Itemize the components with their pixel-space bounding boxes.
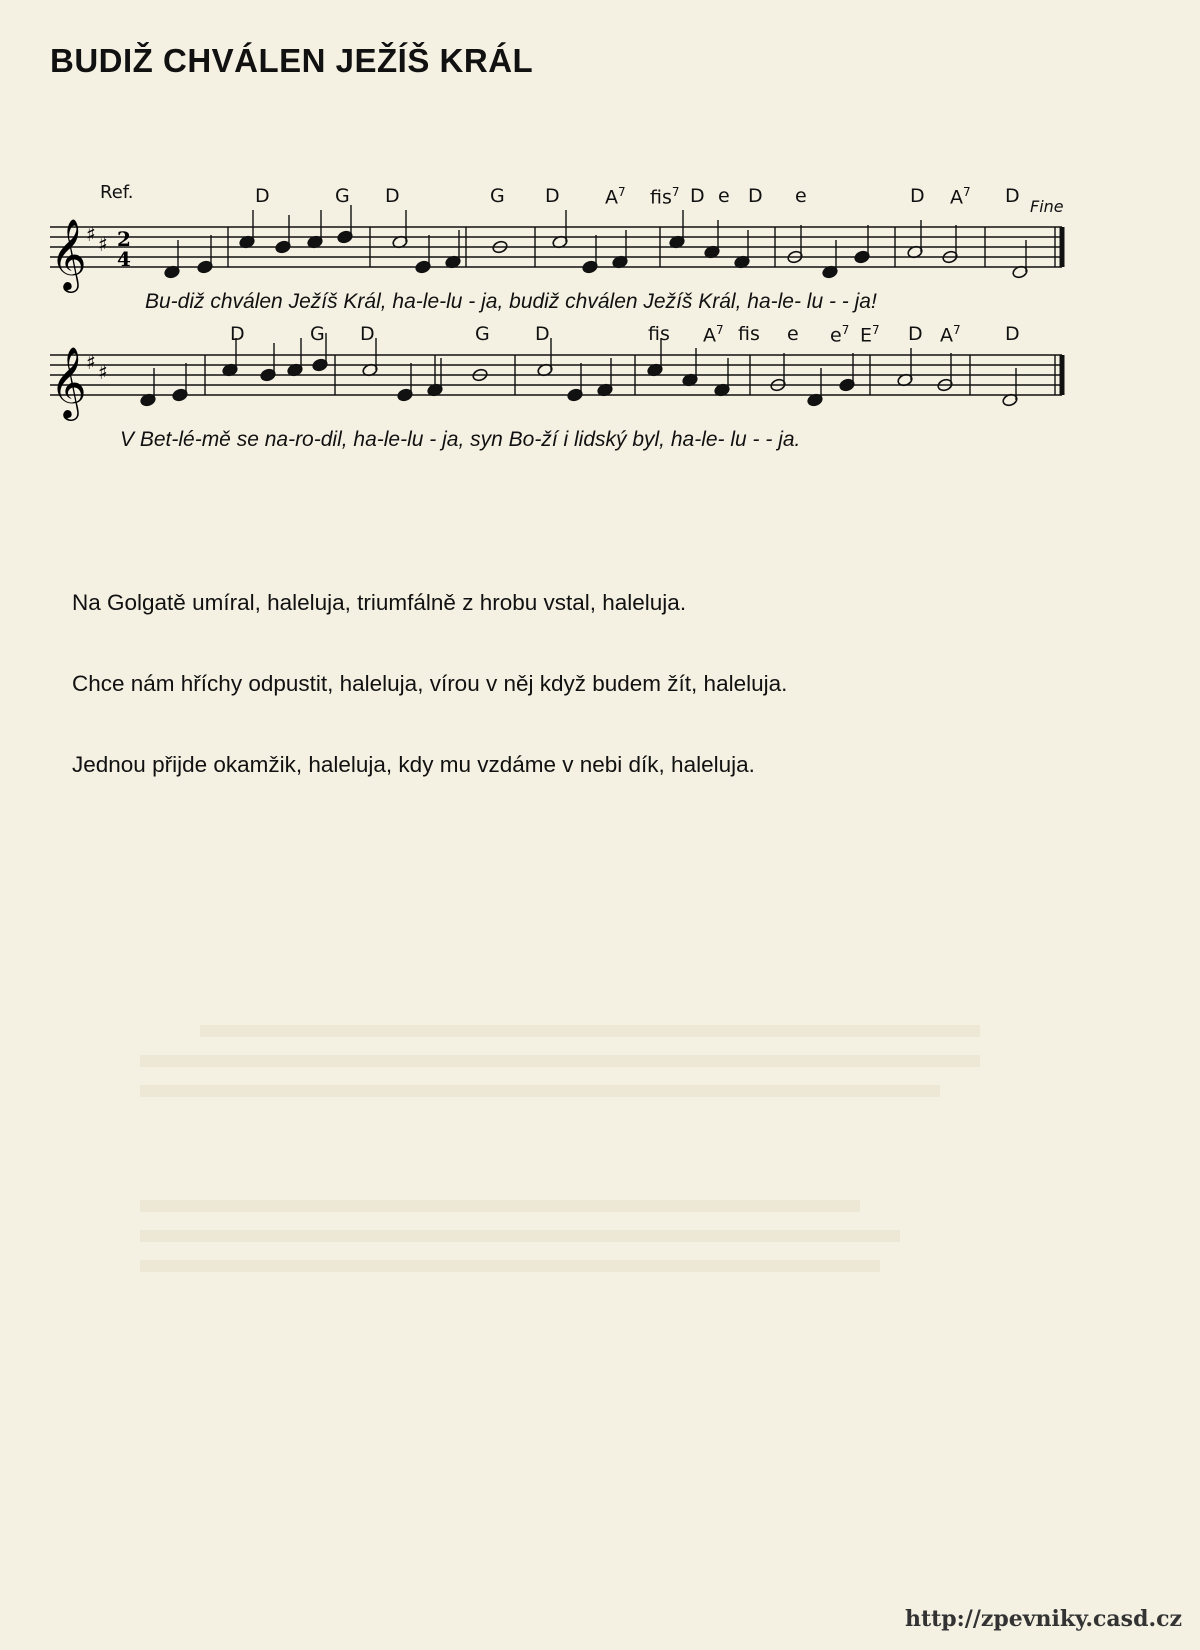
score-line-2: [0, 318, 1200, 468]
score-line-1: [0, 175, 1200, 325]
bleed-through-block: [140, 1055, 980, 1067]
chord-symbol: e: [787, 323, 799, 345]
chord-symbol: D: [230, 323, 245, 345]
sharp-icon: ♯: [98, 360, 108, 384]
chord-symbol: e: [795, 185, 807, 207]
verse-2: Chce nám hříchy odpustit, haleluja, vírou v něj když budem žít, haleluja.: [72, 671, 788, 696]
chord-symbol: D: [690, 185, 705, 207]
bleed-through-block: [140, 1200, 860, 1212]
chord-symbol: G: [310, 323, 325, 345]
chord-symbol: $E^7$: [860, 323, 880, 347]
time-signature-bottom: 4: [117, 247, 131, 271]
fine-label: Fine: [1030, 197, 1064, 216]
chord-symbol: fis$^7$: [650, 185, 680, 209]
sharp-icon: ♯: [86, 350, 96, 374]
time-signature-top: 2: [117, 227, 131, 251]
bleed-through-block: [200, 1025, 980, 1037]
sharp-icon: ♯: [86, 222, 96, 246]
chord-symbol: D: [255, 185, 270, 207]
bleed-through-block: [140, 1260, 880, 1272]
treble-clef-icon: 𝄞: [50, 217, 87, 290]
chord-symbol: D: [545, 185, 560, 207]
chord-symbol: $e^7$: [830, 323, 850, 347]
chord-symbol: D: [908, 323, 923, 345]
chord-symbol: G: [475, 323, 490, 345]
bleed-through-block: [140, 1230, 900, 1242]
chord-symbol: $A^7$: [950, 185, 971, 209]
staff-2: [0, 333, 1200, 443]
lyrics-line-1: Bu-diž chválen Ježíš Král, ha-le-lu - ja, budiž chválen Ježíš Král, ha-le- lu - - ja!: [145, 290, 877, 313]
chord-symbol: fis: [738, 323, 760, 345]
lyrics-line-2: V Bet-lé-mě se na-ro-dil, ha-le-lu - ja, syn Bo-ží i lidský byl, ha-le- lu - - ja.: [120, 428, 801, 451]
treble-clef-icon: 𝄞: [50, 345, 87, 418]
page-title: BUDIŽ CHVÁLEN JEŽÍŠ KRÁL: [50, 42, 534, 79]
chord-symbol: $A^7$: [940, 323, 961, 347]
chord-symbol: G: [490, 185, 505, 207]
sharp-icon: ♯: [98, 232, 108, 256]
chord-symbol: G: [335, 185, 350, 207]
verse-1: Na Golgatě umíral, haleluja, triumfálně z hrobu vstal, haleluja.: [72, 590, 687, 615]
refrain-label: Ref.: [100, 182, 134, 203]
verses: [72, 590, 787, 833]
footer-url[interactable]: http://zpevniky.casd.cz: [904, 1606, 1182, 1632]
chord-symbol: D: [1005, 185, 1020, 207]
chord-symbol: D: [748, 185, 763, 207]
chord-symbol: $A^7$: [703, 323, 724, 347]
chord-symbol: D: [385, 185, 400, 207]
chord-symbol: e: [718, 185, 730, 207]
chord-symbol: fis: [648, 323, 670, 345]
chord-symbol: D: [1005, 323, 1020, 345]
verse-3: Jednou přijde okamžik, haleluja, kdy mu vzdáme v nebi dík, haleluja.: [72, 752, 755, 777]
chord-symbol: $A^7$: [605, 185, 626, 209]
chord-symbol: D: [910, 185, 925, 207]
chord-symbol: D: [535, 323, 550, 345]
bleed-through-block: [140, 1085, 940, 1097]
chord-symbol: D: [360, 323, 375, 345]
